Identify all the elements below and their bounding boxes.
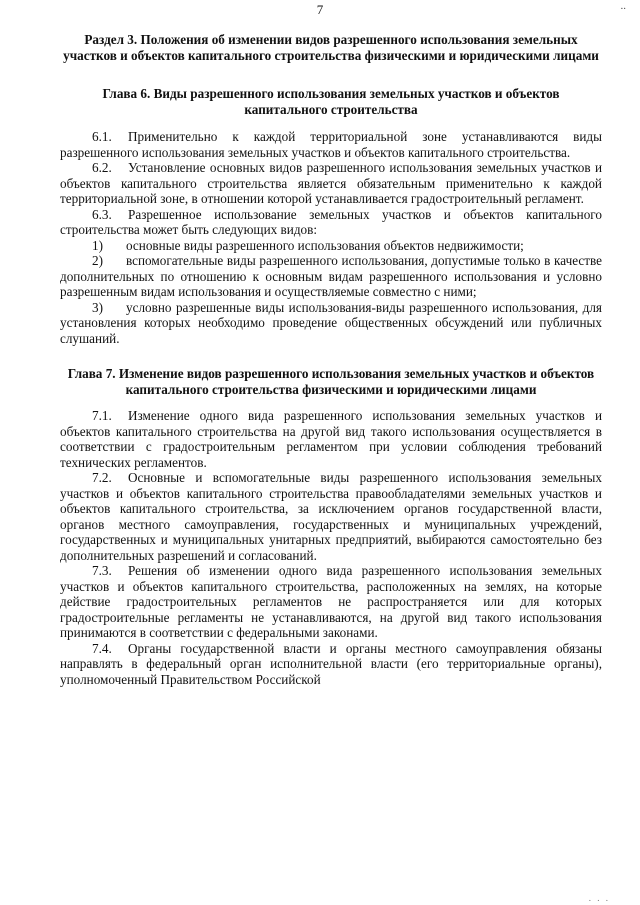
paragraph-text: Изменение одного вида разрешенного использования земельных участков и объектов капитального строительства на другой вид такого использования осуществляется в соответствии с градостроительным регламентом при условии соблюдения требований технических регламентов. bbox=[60, 408, 602, 470]
list-number: 2) bbox=[92, 253, 103, 268]
list-number: 1) bbox=[92, 237, 103, 253]
paragraph-text: Решения об изменении одного вида разрешенного использования земельных участков и объектов капитального строительства, расположенных на землях, на которые действие градостроительных регламентов не распространяется или для которых градостроительные регламенты не устанавливаются, на другой вид такого использования принимаются в соответствии с федеральными законами. bbox=[60, 563, 602, 640]
paragraph-7-4 bbox=[60, 641, 602, 688]
paragraph-text: Основные и вспомогательные виды разрешенного использования земельных участков и объектов капитального строительства правообладателями земельных участков и объектов капитального строительства, за исключением органов государственной власти, органов местного самоуправления, государственных и муниципальных учреждений, государственных и муниципальных унитарных предприятий, выбираются самостоятельно без дополнительных разрешений и согласований. bbox=[60, 470, 602, 563]
list-item-1 bbox=[60, 238, 602, 254]
paragraph-number: 7.3. bbox=[92, 563, 112, 578]
paragraph-number: 7.2. bbox=[92, 470, 112, 485]
page-content bbox=[60, 32, 602, 687]
chapter-7-heading: Глава 7. Изменение видов разрешенного использования земельных участков и объектов капитального строительства физическими и юридическими лицами bbox=[67, 366, 595, 397]
paragraph-number: 6.1. bbox=[92, 129, 112, 144]
list-text: основные виды разрешенного использования объектов недвижимости; bbox=[126, 237, 524, 253]
list-item-2 bbox=[60, 253, 602, 300]
paragraph-6-2 bbox=[60, 160, 602, 207]
paragraph-number: 7.1. bbox=[92, 408, 112, 423]
paragraph-7-1 bbox=[60, 408, 602, 470]
page-number: 7 bbox=[316, 2, 324, 17]
list-number: 3) bbox=[92, 299, 103, 315]
paragraph-6-1 bbox=[60, 129, 602, 160]
paragraph-text: Применительно к каждой территориальной зоне устанавливаются виды разрешенного использования земельных участков и объектов капитального строительства. bbox=[60, 129, 602, 160]
corner-mark: .. bbox=[620, 0, 626, 12]
paragraph-text: Органы государственной власти и органы местного самоуправления обязаны направлять в федеральный орган исполнительной власти (его территориальные органы), уполномоченный Правительством Российской bbox=[60, 640, 602, 687]
list-text: условно разрешенные виды использования-виды разрешенного использования, для установления которых необходимо проведение общественных обсуждений или публичных слушаний. bbox=[60, 299, 602, 346]
paragraph-number: 6.2. bbox=[92, 160, 112, 175]
paragraph-6-3 bbox=[60, 207, 602, 238]
list-item-3 bbox=[60, 300, 602, 347]
paragraph-7-3 bbox=[60, 563, 602, 641]
section-heading: Раздел 3. Положения об изменении видов разрешенного использования земельных участков и объектов капитального строительства физическими и юридическими лицами bbox=[63, 32, 599, 63]
list-text: вспомогательные виды разрешенного использования, допустимые только в качестве дополнительных по отношению к основным видам разрешенного использования и условно разрешенным видам использования и осуществляемые совместно с ними; bbox=[60, 253, 602, 299]
paragraph-7-2 bbox=[60, 470, 602, 563]
chapter-6-heading: Глава 6. Виды разрешенного использования земельных участков и объектов капитального строительства bbox=[102, 86, 560, 117]
paragraph-text: Установление основных видов разрешенного использования земельных участков и объектов капитального строительства является обязательным применительно к каждой территориальной зоне, в отношении которой устанавливается градостроительный регламент. bbox=[60, 160, 602, 206]
paragraph-text: Разрешенное использование земельных участков и объектов капитального строительства может быть следующих видов: bbox=[60, 206, 602, 237]
scan-mark: . . . bbox=[588, 893, 610, 903]
paragraph-number: 7.4. bbox=[92, 640, 112, 656]
paragraph-number: 6.3. bbox=[92, 206, 112, 222]
